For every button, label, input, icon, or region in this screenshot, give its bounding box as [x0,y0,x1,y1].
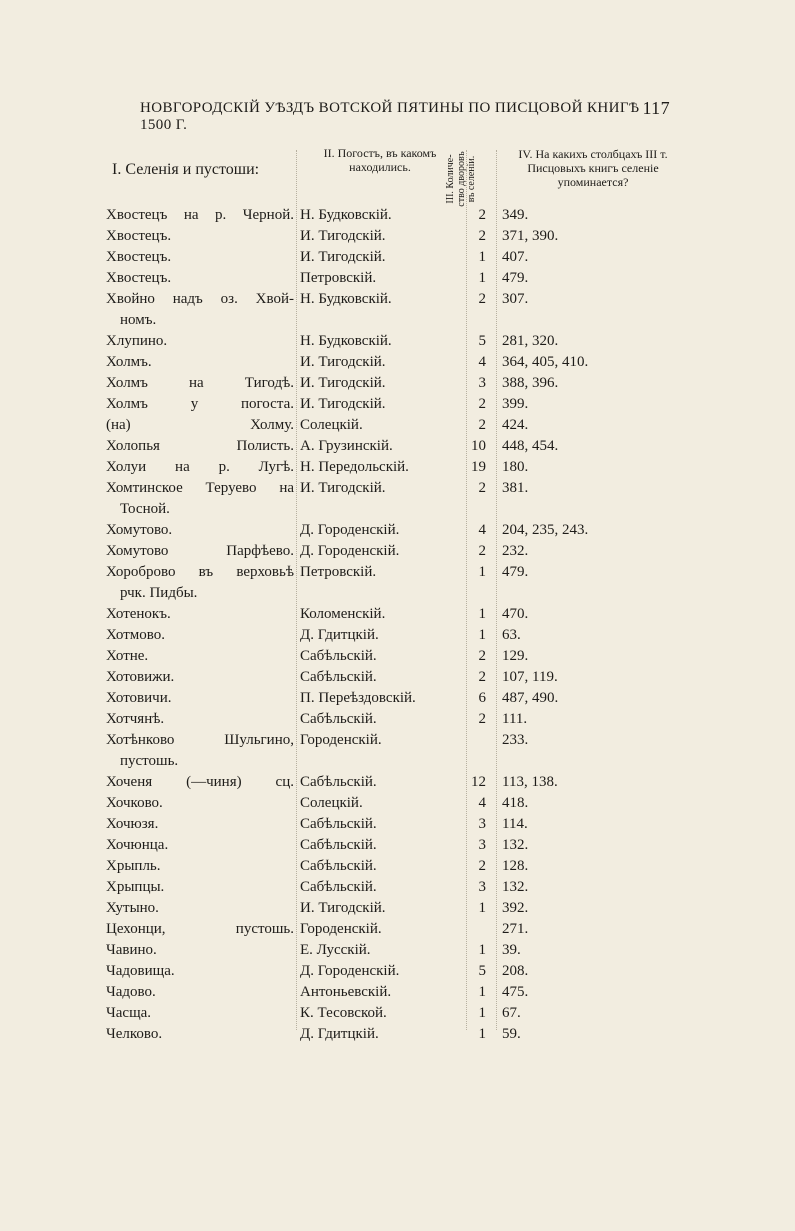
settlement-name-line: (на) Холму. [106,417,294,433]
settlement-name-line: Чадово. [106,984,156,1000]
table-row [106,268,706,289]
page-number: 117 [642,98,670,118]
book-column-refs: 232. [502,543,529,559]
table-row [106,520,706,541]
settlement-name [106,289,294,331]
settlement-name-continuation: рчк. Пидбы. [120,585,198,601]
household-count: 1 [478,900,486,916]
household-count: 2 [478,228,486,244]
household-count: 2 [478,207,486,223]
pogost-name: Городенскій. [300,921,382,937]
pogost-name: Коломенскій. [300,606,386,622]
table-row [106,688,706,709]
pogost-name: Сабѣльскій. [300,669,377,685]
book-column-refs: 128. [502,858,529,874]
settlement-name [106,478,294,520]
table-row [106,835,706,856]
settlement-name [106,982,294,1003]
settlement-name [106,856,294,877]
household-count: 6 [478,690,486,706]
book-column-refs: 180. [502,459,529,475]
table-row [106,772,706,793]
pogost-name: И. Тигодскій. [300,375,386,391]
book-column-refs: 399. [502,396,529,412]
book-column-refs: 388, 396. [502,375,559,391]
settlement-name [106,877,294,898]
household-count: 2 [478,543,486,559]
household-count: 10 [471,438,486,454]
book-column-refs: 129. [502,648,529,664]
settlement-name-line: Хомутово Парфѣево. [106,543,294,559]
table-row [106,625,706,646]
household-count: 1 [478,270,486,286]
settlement-name [106,688,294,709]
book-column-refs: 479. [502,270,529,286]
household-count: 1 [478,606,486,622]
table-row [106,793,706,814]
pogost-name: Е. Лусскій. [300,942,371,958]
settlement-name [106,1024,294,1045]
book-column-refs: 424. [502,417,529,433]
settlement-name [106,394,294,415]
table-row [106,352,706,373]
household-count: 2 [478,711,486,727]
settlement-name [106,814,294,835]
settlement-name-line: Цехонци, пустошь. [106,921,294,937]
settlement-name [106,520,294,541]
household-count: 12 [471,774,486,790]
pogost-name: Петровскій. [300,270,377,286]
pogost-name: И. Тигодскій. [300,354,386,370]
settlement-name [106,205,294,226]
book-column-refs: 59. [502,1026,521,1042]
settlement-name-line: Хороброво въ верховьѣ [106,564,294,580]
settlement-name-line: Хочюзя. [106,816,159,832]
household-count: 2 [478,417,486,433]
table-row [106,373,706,394]
book-column-refs: 113, 138. [502,774,558,790]
table-row [106,940,706,961]
table-row [106,667,706,688]
household-count: 3 [478,879,486,895]
pogost-name: Д. Городенскій. [300,543,400,559]
book-column-refs: 114. [502,816,528,832]
settlement-name-line: Хрыпцы. [106,879,165,895]
pogost-name: Д. Городенскій. [300,522,400,538]
table-row [106,961,706,982]
household-count: 2 [478,669,486,685]
settlement-name-line: Хотне. [106,648,149,664]
table-row [106,415,706,436]
household-count: 2 [478,858,486,874]
settlement-name [106,667,294,688]
household-count: 2 [478,648,486,664]
pogost-name: Н. Передольскій. [300,459,409,475]
settlement-name-continuation: пустошь. [120,753,179,769]
pogost-name: И. Тигодскій. [300,249,386,265]
settlement-name [106,415,294,436]
settlement-name-line: Хомутово. [106,522,173,538]
settlement-name-continuation: Тосной. [120,501,170,517]
settlement-name [106,898,294,919]
household-count: 1 [478,564,486,580]
household-count: 4 [478,522,486,538]
household-count: 4 [478,354,486,370]
pogost-name: А. Грузинскій. [300,438,393,454]
settlement-table [106,205,706,1045]
running-title: НОВГОРОДСКІЙ УѢЗДЪ ВОТСКОЙ ПЯТИНЫ ПО ПИСЦОВОЙ КНИГѢ 1500 Г. [140,100,640,133]
settlement-name [106,226,294,247]
settlement-name [106,436,294,457]
book-column-refs: 208. [502,963,529,979]
book-column-refs: 307. [502,291,529,307]
table-row [106,541,706,562]
settlement-name-line: Холопья Полисть. [106,438,294,454]
settlement-name-line: Хочково. [106,795,163,811]
settlement-name [106,772,294,793]
pogost-name: Сабѣльскій. [300,879,377,895]
household-count: 1 [478,984,486,1000]
pogost-name: Сабѣльскій. [300,711,377,727]
pogost-name: И. Тигодскій. [300,480,386,496]
column-header-households: III. Количе- ство дворовъ въ селеніи. [445,151,477,207]
pogost-name: И. Тигодскій. [300,228,386,244]
table-row [106,247,706,268]
pogost-name: Солецкій. [300,795,363,811]
household-count: 2 [478,480,486,496]
settlement-name [106,604,294,625]
book-column-refs: 479. [502,564,529,580]
settlement-name-line: Хотмово. [106,627,165,643]
household-count: 3 [478,375,486,391]
pogost-name: Д. Городенскій. [300,963,400,979]
household-count: 1 [478,1005,486,1021]
table-row [106,1024,706,1045]
settlement-name [106,541,294,562]
pogost-name: Д. Гдитцкій. [300,627,379,643]
table-row [106,646,706,667]
settlement-name-line: Хлупино. [106,333,168,349]
settlement-name [106,562,294,604]
settlement-name [106,646,294,667]
book-column-refs: 132. [502,837,529,853]
book-column-refs: 233. [502,732,529,748]
settlement-name-line: Челково. [106,1026,163,1042]
settlement-name [106,373,294,394]
settlement-name [106,352,294,373]
household-count: 2 [478,291,486,307]
settlement-name-line: Хвойно надъ оз. Хвой- [106,291,294,307]
settlement-name-continuation: номъ. [120,312,157,328]
pogost-name: Антоньевскій. [300,984,392,1000]
pogost-name: П. Переѣздовскій. [300,690,416,706]
settlement-name-line: Чавино. [106,942,157,958]
pogost-name: Городенскій. [300,732,382,748]
table-row [106,331,706,352]
book-column-refs: 132. [502,879,529,895]
settlement-name [106,457,294,478]
book-column-refs: 349. [502,207,529,223]
pogost-name: Н. Будковскій. [300,333,392,349]
settlement-name-line: Хрыпль. [106,858,161,874]
table-row [106,226,706,247]
book-column-refs: 364, 405, 410. [502,354,589,370]
pogost-name: Сабѣльскій. [300,648,377,664]
settlement-name-line: Холмъ. [106,354,152,370]
settlement-name-line: Хочюнца. [106,837,169,853]
settlement-name [106,835,294,856]
book-column-refs: 470. [502,606,529,622]
book-column-refs: 39. [502,942,521,958]
pogost-name: К. Тесовской. [300,1005,387,1021]
settlement-name-line: Хутыно. [106,900,159,916]
settlement-name [106,625,294,646]
settlement-name-line: Хомтинское Теруево на [106,480,294,496]
household-count: 3 [478,816,486,832]
table-row [106,436,706,457]
settlement-name-line: Хотовижи. [106,669,175,685]
household-count: 1 [478,627,486,643]
settlement-name [106,730,294,772]
table-row [106,478,706,520]
pogost-name: Н. Будковскій. [300,291,392,307]
running-head [140,100,670,134]
book-column-refs: 475. [502,984,529,1000]
book-column-refs: 271. [502,921,529,937]
column-header-pogost: II. Погостъ, въ какомъ находились. [323,146,437,174]
table-row [106,289,706,331]
settlement-name-line: Хвостецъ. [106,270,172,286]
table-row [106,898,706,919]
table-row [106,730,706,772]
household-count: 5 [478,333,486,349]
book-column-refs: 407. [502,249,529,265]
household-count: 4 [478,795,486,811]
book-column-refs: 487, 490. [502,690,559,706]
settlement-name-line: Хотѣнково Шульгино, [106,732,294,748]
settlement-name [106,709,294,730]
household-count: 1 [478,942,486,958]
settlement-name-line: Хвостецъ. [106,228,172,244]
book-column-refs: 67. [502,1005,521,1021]
book-column-refs: 107, 119. [502,669,558,685]
table-row [106,394,706,415]
book-column-refs: 381. [502,480,529,496]
book-column-refs: 111. [502,711,528,727]
settlement-name [106,961,294,982]
table-row [106,919,706,940]
settlement-name [106,247,294,268]
household-count: 1 [478,249,486,265]
settlement-name [106,919,294,940]
book-column-refs: 63. [502,627,521,643]
pogost-name: Петровскій. [300,564,377,580]
settlement-name-line: Хвостецъ. [106,249,172,265]
pogost-name: Н. Будковскій. [300,207,392,223]
column-header-columns: IV. На какихъ столбцахъ III т. Писцовыхъ книгъ селеніе упоминается? [518,147,668,189]
book-column-refs: 448, 454. [502,438,559,454]
settlement-name-line: Холмъ на Тигодѣ. [106,375,294,391]
household-count: 1 [478,1026,486,1042]
pogost-name: Сабѣльскій. [300,858,377,874]
pogost-name: Сабѣльскій. [300,774,377,790]
table-row [106,709,706,730]
table-row [106,562,706,604]
table-row [106,856,706,877]
table-row [106,457,706,478]
settlement-name-line: Хотчянѣ. [106,711,165,727]
settlement-name-line: Холуи на р. Лугѣ. [106,459,294,475]
pogost-name: Сабѣльскій. [300,816,377,832]
book-column-refs: 371, 390. [502,228,559,244]
pogost-name: Солецкій. [300,417,363,433]
pogost-name: И. Тигодскій. [300,900,386,916]
table-row [106,814,706,835]
settlement-name [106,793,294,814]
settlement-name [106,268,294,289]
table-row [106,604,706,625]
book-column-refs: 418. [502,795,529,811]
table-row [106,205,706,226]
pogost-name: Д. Гдитцкій. [300,1026,379,1042]
book-column-refs: 281, 320. [502,333,559,349]
settlement-name-line: Хотенокъ. [106,606,171,622]
settlement-name-line: Хвостецъ на р. Черной. [106,207,294,223]
column-header-settlements: I. Селенія и пустоши: [112,161,260,178]
table-row [106,1003,706,1024]
household-count: 3 [478,837,486,853]
settlement-name-line: Хоченя (—чиня) сц. [106,774,294,790]
settlement-name-line: Холмъ у погоста. [106,396,294,412]
pogost-name: Сабѣльскій. [300,837,377,853]
settlement-name [106,940,294,961]
household-count: 5 [478,963,486,979]
table-row [106,982,706,1003]
book-column-refs: 204, 235, 243. [502,522,589,538]
settlement-name [106,331,294,352]
settlement-name-line: Часща. [106,1005,152,1021]
pogost-name: И. Тигодскій. [300,396,386,412]
settlement-name-line: Чадовища. [106,963,175,979]
household-count: 2 [478,396,486,412]
table-row [106,877,706,898]
household-count: 19 [471,459,486,475]
settlement-name-line: Хотовичи. [106,690,172,706]
book-column-refs: 392. [502,900,529,916]
settlement-name [106,1003,294,1024]
